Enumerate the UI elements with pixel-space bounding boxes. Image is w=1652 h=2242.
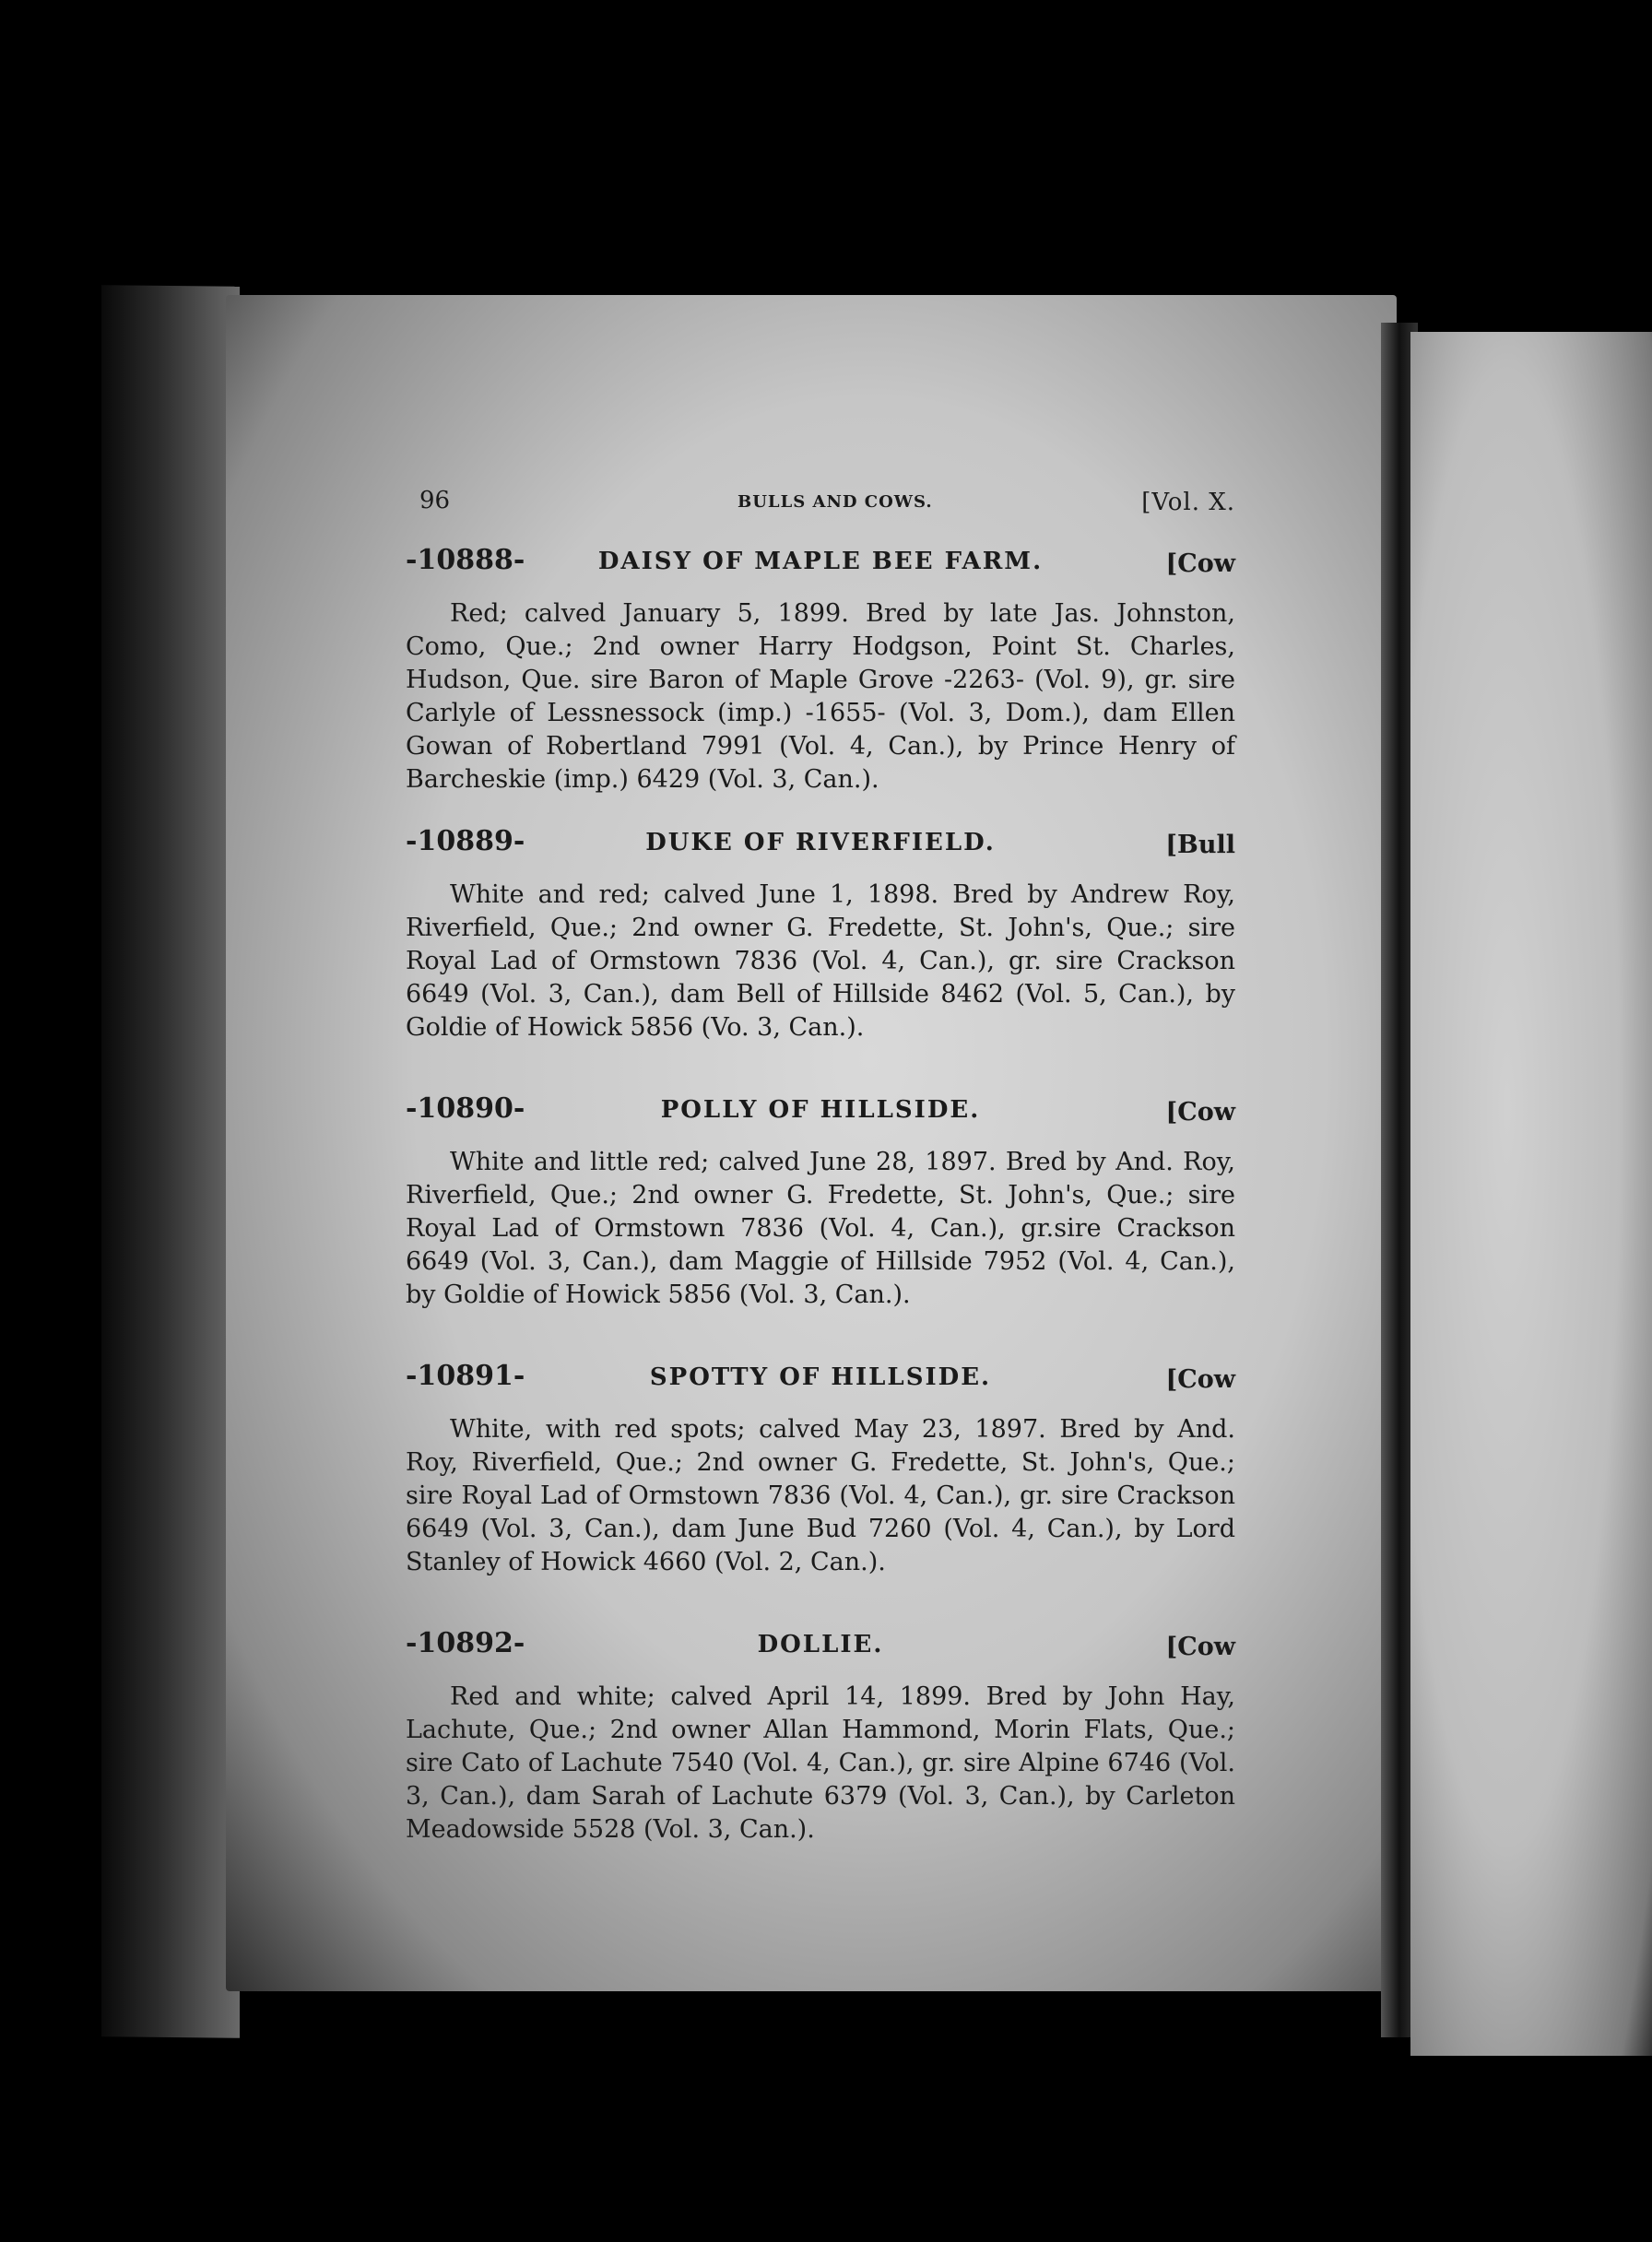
running-head-title: BULLS AND COWS. [738,492,933,512]
entry-10892 [406,1627,1235,1847]
volume-label: [Vol. X. [1141,489,1235,516]
animal-sex: [Cow [1165,1365,1235,1394]
entry-heading [406,1627,1235,1673]
entry-number: -10888- [406,544,525,576]
animal-name: DOLLIE. [757,1631,884,1658]
entry-text: Red and white; calved April 14, 1899. Bred by John Hay, Lachute, Que.; 2nd owner Allan Hammond, Morin Flats, Que.; sire Cato of Lachute 7540 (Vol. 4, Can.), gr. sire Alpine 6746 (Vol. 3, Can.), dam Sarah of Lachute 6379 (Vol. 3, Can.), by Carleton Meadowside 5528 (Vol. 3, Can.). [406,1682,1235,1844]
animal-sex: [Cow [1165,1633,1235,1661]
animal-name: DAISY OF MAPLE BEE FARM. [597,548,1044,575]
animal-name: SPOTTY OF HILLSIDE. [649,1363,992,1391]
page-number: 96 [419,487,451,514]
entry-text: White and little red; calved June 28, 1897. Bred by And. Roy, Riverfield, Que.; 2nd owner G. Fredette, St. John's, Que.; sire Royal Lad of Ormstown 7836 (Vol. 4, Can.), gr.sire Crackson 6649 (Vol. 3, Can.), dam Maggie of Hillside 7952 (Vol. 4, Can.), by Goldie of Howick 5856 (Vol. 3, Can.). [406,1148,1235,1309]
entry-text: White and red; calved June 1, 1898. Bred by Andrew Roy, Riverfield, Que.; 2nd owner G. Fredette, St. John's, Que.; sire Royal Lad of Ormstown 7836 (Vol. 4, Can.), gr. sire Crackson 6649 (Vol. 3, Can.), dam Bell of Hillside 8462 (Vol. 5, Can.), by Goldie of Howick 5856 (Vo. 3, Can.). [406,880,1235,1042]
entry-10890 [406,1092,1235,1312]
running-head [419,487,1235,524]
entry-10889 [406,825,1235,1044]
entry-number: -10891- [406,1360,525,1392]
animal-sex: [Cow [1165,549,1235,578]
entry-heading [406,1092,1235,1139]
entry-number: -10892- [406,1627,525,1659]
entry-heading [406,544,1235,590]
entry-heading [406,825,1235,871]
entry-text: Red; calved January 5, 1899. Bred by late Jas. Johnston, Como, Que.; 2nd owner Harry Hodgson, Point St. Charles, Hudson, Que. sire Baron of Maple Grove -2263- (Vol. 9), gr. sire Carlyle of Lessnessock (imp.) -1655- (Vol. 3, Dom.), dam Ellen Gowan of Robertland 7991 (Vol. 4, Can.), by Prince Henry of Barcheskie (imp.) 6429 (Vol. 3, Can.). [406,599,1235,794]
animal-name: DUKE OF RIVERFIELD. [645,829,996,856]
animal-sex: [Cow [1165,1098,1235,1127]
entry-text: White, with red spots; calved May 23, 1897. Bred by And. Roy, Riverfield, Que.; 2nd owner G. Fredette, St. John's, Que.; sire Royal Lad of Ormstown 7836 (Vol. 4, Can.), gr. sire Crackson 6649 (Vol. 3, Can.), dam June Bud 7260 (Vol. 4, Can.), by Lord Stanley of Howick 4660 (Vol. 2, Can.). [406,1415,1235,1576]
entry-number: -10889- [406,825,525,857]
entry-number: -10890- [406,1092,525,1125]
entry-10888 [406,544,1235,796]
entry-10891 [406,1360,1235,1579]
entry-heading [406,1360,1235,1406]
animal-sex: [Bull [1165,831,1235,859]
animal-name: POLLY OF HILLSIDE. [660,1096,981,1124]
